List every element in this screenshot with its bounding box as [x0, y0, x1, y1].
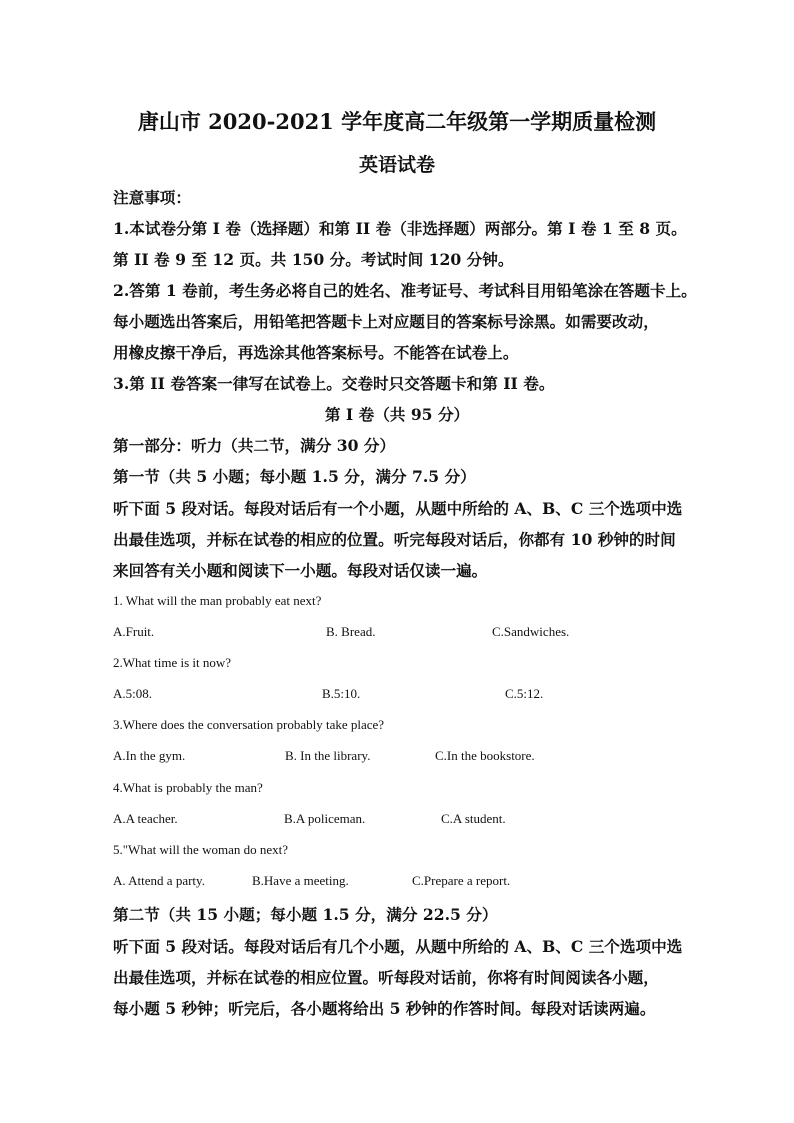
- instruction-line: 每小题 5 秒钟；听完后，各小题将给出 5 秒钟的作答时间。每段对话读两遍。: [113, 999, 656, 1018]
- question-stem: 4.What is probably the man?: [113, 780, 263, 795]
- option-a: A.Fruit.: [113, 624, 155, 639]
- section-heading: 第二节（共 15 小题；每小题 1.5 分，满分 22.5 分）: [113, 905, 498, 924]
- notice-line: 2.答第 1 卷前，考生务必将自己的姓名、准考证号、考试科目用铅笔涂在答题卡上。: [113, 281, 697, 300]
- notice-line: 第 II 卷 9 至 12 页。共 150 分。考试时间 120 分钟。: [113, 250, 514, 269]
- instruction-line: 听下面 5 段对话。每段对话后有一个小题，从题中所给的 A、B、C 三个选项中选: [113, 499, 683, 518]
- option-a: A.A teacher.: [113, 811, 178, 826]
- instruction-line: 出最佳选项，并标在试卷的相应位置。听每段对话前，你将有时间阅读各小题，: [113, 968, 659, 987]
- question-stem: 5."What will the woman do next?: [113, 842, 288, 857]
- volume-heading: 第 I 卷（共 95 分）: [324, 405, 470, 424]
- question-stem: 1. What will the man probably eat next?: [113, 593, 322, 608]
- section-heading: 第一节（共 5 小题；每小题 1.5 分，满分 7.5 分）: [113, 467, 476, 486]
- option-b: B. Bread.: [326, 624, 376, 639]
- option-c: C.In the bookstore.: [435, 748, 535, 763]
- option-b: B.Have a meeting.: [252, 873, 349, 888]
- exam-title: 唐山市 2020-2021 学年度高二年级第一学期质量检测: [137, 109, 657, 134]
- notice-line: 用橡皮擦干净后，再选涂其他答案标号。不能答在试卷上。: [113, 343, 519, 362]
- option-a: A.5:08.: [113, 686, 152, 701]
- instruction-line: 来回答有关小题和阅读下一小题。每段对话仅读一遍。: [113, 561, 488, 580]
- notice-line: 3.第 II 卷答案一律写在试卷上。交卷时只交答题卡和第 II 卷。: [113, 374, 555, 393]
- part-heading: 第一部分：听力（共二节，满分 30 分）: [113, 436, 396, 455]
- option-b: B. In the library.: [285, 748, 371, 763]
- question-stem: 2.What time is it now?: [113, 655, 232, 670]
- option-c: C.Sandwiches.: [492, 624, 570, 639]
- instruction-line: 听下面 5 段对话。每段对话后有几个小题，从题中所给的 A、B、C 三个选项中选: [113, 937, 683, 956]
- instruction-line: 出最佳选项，并标在试卷的相应的位置。听完每段对话后，你都有 10 秒钟的时间: [113, 530, 676, 549]
- option-a: A. Attend a party.: [113, 873, 205, 888]
- notice-line: 1.本试卷分第 I 卷（选择题）和第 II 卷（非选择题）两部分。第 I 卷 1 至 8 页。: [113, 219, 687, 238]
- notice-line: 每小题选出答案后，用铅笔把答题卡上对应题目的答案标号涂黑。如需要改动，: [113, 312, 659, 331]
- option-c: C.Prepare a report.: [412, 873, 511, 888]
- option-a: A.In the gym.: [113, 748, 186, 763]
- notice-heading: 注意事项：: [113, 188, 191, 207]
- question-stem: 3.Where does the conversation probably take place?: [113, 717, 385, 732]
- option-c: C.A student.: [441, 811, 506, 826]
- option-c: C.5:12.: [505, 686, 544, 701]
- option-b: B.A policeman.: [284, 811, 366, 826]
- exam-subtitle: 英语试卷: [358, 154, 435, 176]
- option-b: B.5:10.: [322, 686, 361, 701]
